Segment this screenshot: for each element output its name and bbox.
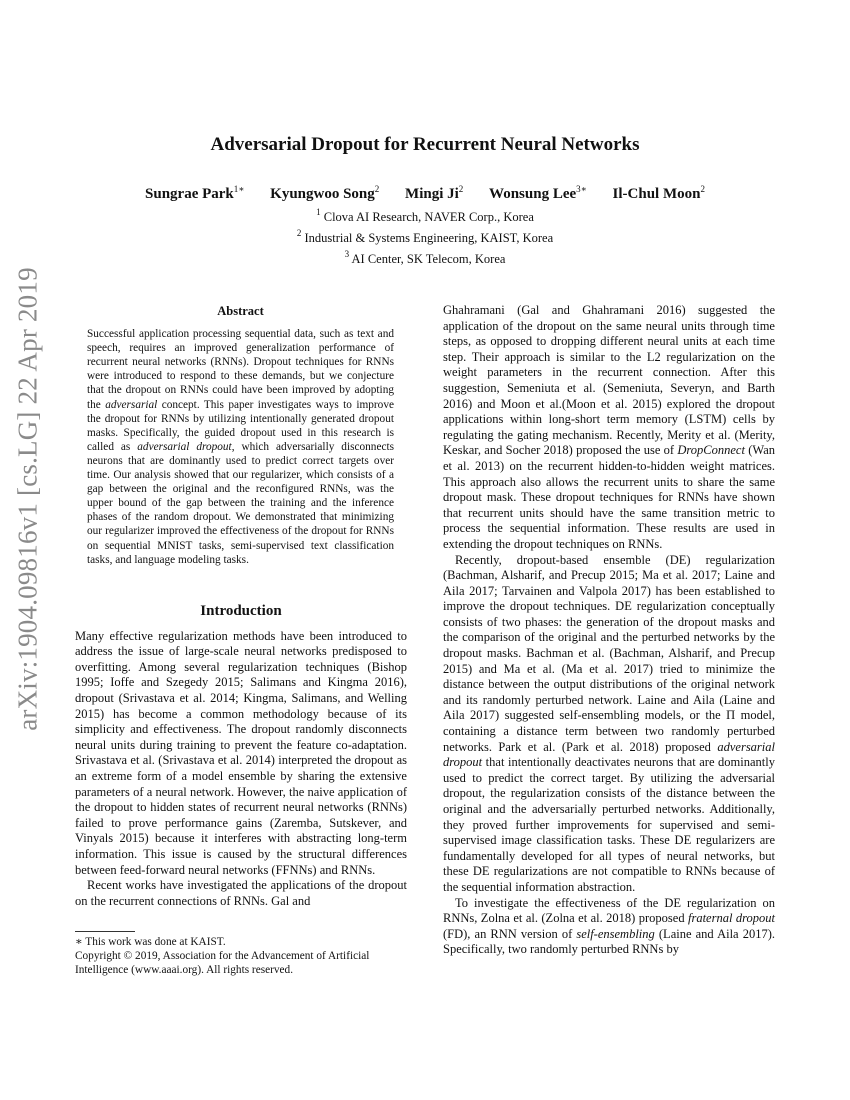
footnote-rule — [75, 931, 135, 932]
affiliation: $^1$ Clova AI Research, NAVER Corp., Korea — [316, 207, 534, 224]
author: Il-Chul Moon$^2$ — [612, 184, 705, 202]
copyright-notice: Copyright © 2019, Association for the Advancement of Artificial Intelligence (www.aaai.org). All rights reserved. — [75, 950, 370, 977]
abstract-section — [87, 304, 394, 567]
affiliation: $^2$ Industrial & Systems Engineering, KAIST, Korea — [296, 228, 554, 245]
arxiv-identifier: arXiv:1904.09816v1 [cs.LG] 22 Apr 2019 — [12, 267, 43, 731]
paragraph: Ghahramani (Gal and Ghahramani 2016) suggested the application of the dropout on the same neural units through time steps, as opposed to dropping different neural units at each time step. Their approach is similar to the L2 regularization on the weight parameters in the recurrent connection. After this suggestion, Semeniuta et al. (Semeniuta, Severyn, and Barth 2016) and Moon et al.(Moon et al. 2015) explored the dropout applications within long-short term memory (LSTM) cells by regulating the gating mechanism. Recently, Merity et al. (Merity, Keskar, and Socher 2018) proposed the use of DropConnect (Wan et al. 2013) on the recurrent hidden-to-hidden weight matrices. This approach also allows the recurrent units to share the same dropout mask. These dropout techniques for RNNs have shown that recurrent units should have the same transition metric to process the sequential information. These results are used in extending the dropout techniques on RNNs. — [443, 303, 775, 551]
author: Mingi Ji$^2$ — [405, 184, 464, 202]
paragraph: Recent works have investigated the applications of the dropout on the recurrent connections of RNNs. Gal and — [75, 878, 407, 908]
introduction-heading: Introduction — [200, 603, 282, 619]
introduction-section — [75, 604, 407, 909]
footnote — [75, 931, 407, 978]
footnote-note: ∗ This work was done at KAIST. — [75, 936, 226, 948]
abstract-text: Successful application processing sequential data, such as text and speech, requires an improved generalization performance of recurrent neural networks (RNNs). Dropout techniques for RNNs were introduced to respond to these demands, but we conjecture that the dropout on RNNs could have been improved by adopting the adversarial concept. This paper investigates ways to improve the dropout for RNNs by utilizing intentionally generated dropout masks. Specifically, the guided dropout used in this research is called as adversarial dropout, which adversarially disconnects neurons that are dominantly used to predict correct targets over time. Our analysis showed that our regularizer, which consists of a gap between the original and the reconfigured RNNs, was the upper bound of the gap between the training and the inference phases of the random dropout. We demonstrated that minimizing our regularizer improved the effectiveness of the dropout for RNNs on sequential MNIST tasks, semi-supervised text classification tasks, and language modeling tasks. — [87, 328, 395, 566]
affiliation: $^3$ AI Center, SK Telecom, Korea — [344, 249, 506, 266]
paragraph: Many effective regularization methods have been introduced to address the issue of large-scale neural networks predisposed to overfitting. Among several regularization techniques (Bishop 1995; Ioffe and Szegedy 2015; Salimans and Kingma 2016), dropout (Srivastava et al. 2014; Kingma, Salimans, and Welling 2015) has become a common methodology because of its simplicity and effectiveness. The dropout randomly disconnects neural units during training to prevent the feature co-adaptation. Srivastava et al. (Srivastava et al. 2014) interpreted the dropout as an extreme form of a model ensemble by sharing the extensive parameters of a neural network. However, the naive application of the dropout to hidden states of recurrent neural networks (RNNs) failed to prove performance gains (Zaremba, Sutskever, and Vinyals 2015) because it interferes with abstracting long-term information. This issue is caused by the structural differences between feed-forward neural networks (FFNNs) and RNNs. — [75, 628, 407, 877]
arxiv-sidebar — [8, 267, 48, 731]
author: Wonsung Lee$^{3∗}$ — [489, 184, 587, 202]
paper-title: Adversarial Dropout for Recurrent Neural Networks — [210, 134, 640, 155]
affiliations — [0, 204, 850, 267]
abstract-heading: Abstract — [217, 304, 264, 318]
author-list — [0, 184, 850, 203]
right-column — [443, 303, 775, 958]
author: Kyungwoo Song$^2$ — [270, 184, 380, 202]
paragraph: Recently, dropout-based ensemble (DE) regularization (Bachman, Alsharif, and Precup 2015; Ma et al. 2017; Laine and Aila 2017; Tarvainen and Valpola 2017) has been established to improve the dropout techniques. DE regularization conceptually consists of two phases: the generation of the dropout masks and the comparison of the original and the perturbed networks by the dropout masks. Bachman et al. (Bachman, Alsharif, and Precup 2015) and Ma et al. (Ma et al. 2017) tried to minimize the distance between the output distributions of the original network and its randomly perturbed network. Laine and Aila (Laine and Aila 2017) suggested self-ensembling models, or the Π model, containing a distance term between two randomly perturbed networks. Park et al. (Park et al. 2018) proposed adversarial dropout that intentionally deactivates neurons that are dominantly used to predict the correct target. By utilizing the adversarial dropout, the regularization consists of the distance between the original and the adversarially perturbed networks. Additionally, they proved further improvements for supervised and semi-supervised image classification tasks. These DE regularizers are fundamentally developed for all types of neural networks, but these DE regularizations are not compatible to RNNs because of the sequential information abstraction. — [443, 552, 775, 894]
author: Sungrae Park$^{1∗}$ — [145, 184, 245, 202]
paragraph: To investigate the effectiveness of the DE regularization on RNNs, Zolna et al. (Zolna et al. 2018) proposed fraternal dropout (FD), an RNN version of self-ensembling (Laine and Aila 2017). Specifically, two randomly perturbed RNNs by — [443, 895, 775, 957]
